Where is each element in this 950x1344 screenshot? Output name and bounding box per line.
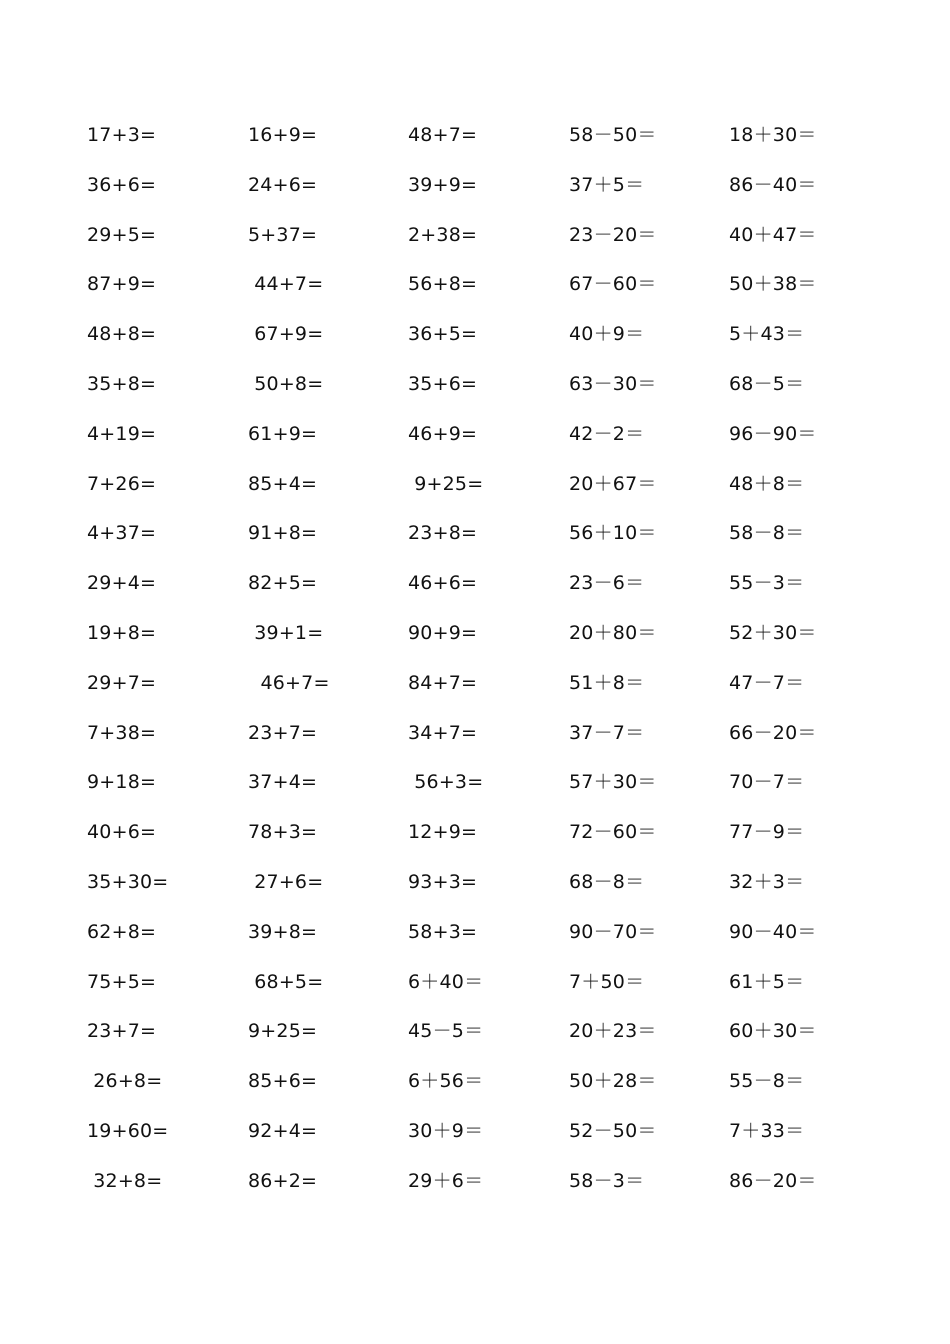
arithmetic-problem: 40＋47＝ bbox=[729, 224, 817, 246]
arithmetic-problem: 51＋8＝ bbox=[569, 672, 645, 694]
arithmetic-problem: 90+9= bbox=[408, 622, 478, 644]
arithmetic-problem: 7+38= bbox=[87, 722, 157, 744]
arithmetic-problem: 56+8= bbox=[408, 273, 478, 295]
arithmetic-problem: 23－6＝ bbox=[569, 572, 645, 594]
arithmetic-problem: 29+5= bbox=[87, 224, 157, 246]
arithmetic-problem: 9+18= bbox=[87, 771, 157, 793]
arithmetic-problem: 57＋30＝ bbox=[569, 771, 657, 793]
arithmetic-problem: 78+3= bbox=[248, 821, 318, 843]
arithmetic-problem: 48＋8＝ bbox=[729, 473, 805, 495]
arithmetic-problem: 50＋38＝ bbox=[729, 273, 817, 295]
arithmetic-problem: 5＋43＝ bbox=[729, 323, 805, 345]
arithmetic-problem: 36+6= bbox=[87, 174, 157, 196]
arithmetic-problem: 61＋5＝ bbox=[729, 971, 805, 993]
arithmetic-problem: 36+5= bbox=[408, 323, 478, 345]
arithmetic-problem: 72－60＝ bbox=[569, 821, 657, 843]
arithmetic-problem: 7＋33＝ bbox=[729, 1120, 805, 1142]
arithmetic-problem: 85+4= bbox=[248, 473, 318, 495]
arithmetic-problem: 62+8= bbox=[87, 921, 157, 943]
arithmetic-problem: 44+7= bbox=[248, 273, 324, 295]
arithmetic-problem: 30＋9＝ bbox=[408, 1120, 484, 1142]
arithmetic-problem: 35+8= bbox=[87, 373, 157, 395]
arithmetic-problem: 32+8= bbox=[87, 1170, 163, 1192]
arithmetic-problem: 60＋30＝ bbox=[729, 1020, 817, 1042]
arithmetic-problem: 77－9＝ bbox=[729, 821, 805, 843]
arithmetic-problem: 7+26= bbox=[87, 473, 157, 495]
arithmetic-problem: 16+9= bbox=[248, 124, 318, 146]
arithmetic-problem: 55－3＝ bbox=[729, 572, 805, 594]
arithmetic-problem: 90－40＝ bbox=[729, 921, 817, 943]
arithmetic-problem: 29+7= bbox=[87, 672, 157, 694]
arithmetic-problem: 46+7= bbox=[248, 672, 330, 694]
arithmetic-problem: 2+38= bbox=[408, 224, 478, 246]
arithmetic-problem: 66－20＝ bbox=[729, 722, 817, 744]
arithmetic-problem: 91+8= bbox=[248, 522, 318, 544]
arithmetic-problem: 23－20＝ bbox=[569, 224, 657, 246]
arithmetic-problem: 67－60＝ bbox=[569, 273, 657, 295]
arithmetic-problem: 27+6= bbox=[248, 871, 324, 893]
arithmetic-problem: 85+6= bbox=[248, 1070, 318, 1092]
arithmetic-problem: 40+6= bbox=[87, 821, 157, 843]
arithmetic-problem: 37+4= bbox=[248, 771, 318, 793]
arithmetic-problem: 87+9= bbox=[87, 273, 157, 295]
arithmetic-problem: 24+6= bbox=[248, 174, 318, 196]
arithmetic-problem: 17+3= bbox=[87, 124, 157, 146]
arithmetic-problem: 29+4= bbox=[87, 572, 157, 594]
arithmetic-problem: 32＋3＝ bbox=[729, 871, 805, 893]
arithmetic-problem: 56＋10＝ bbox=[569, 522, 657, 544]
arithmetic-problem: 7＋50＝ bbox=[569, 971, 645, 993]
arithmetic-problem: 29＋6＝ bbox=[408, 1170, 484, 1192]
arithmetic-problem: 68－8＝ bbox=[569, 871, 645, 893]
arithmetic-problem: 68－5＝ bbox=[729, 373, 805, 395]
arithmetic-problem: 9+25= bbox=[408, 473, 484, 495]
arithmetic-problem: 58－8＝ bbox=[729, 522, 805, 544]
arithmetic-problem: 20＋23＝ bbox=[569, 1020, 657, 1042]
arithmetic-problem: 46+9= bbox=[408, 423, 478, 445]
arithmetic-problem: 35+6= bbox=[408, 373, 478, 395]
arithmetic-problem: 47－7＝ bbox=[729, 672, 805, 694]
arithmetic-problem: 48+8= bbox=[87, 323, 157, 345]
arithmetic-problem: 26+8= bbox=[87, 1070, 163, 1092]
arithmetic-problem: 4+37= bbox=[87, 522, 157, 544]
arithmetic-problem: 90－70＝ bbox=[569, 921, 657, 943]
arithmetic-problem: 5+37= bbox=[248, 224, 318, 246]
arithmetic-problem: 19+8= bbox=[87, 622, 157, 644]
arithmetic-problem: 34+7= bbox=[408, 722, 478, 744]
arithmetic-problem: 39+8= bbox=[248, 921, 318, 943]
arithmetic-problem: 86－40＝ bbox=[729, 174, 817, 196]
arithmetic-problem: 45－5＝ bbox=[408, 1020, 484, 1042]
arithmetic-problem: 63－30＝ bbox=[569, 373, 657, 395]
arithmetic-problem: 40＋9＝ bbox=[569, 323, 645, 345]
arithmetic-problem: 58+3= bbox=[408, 921, 478, 943]
arithmetic-problem: 19+60= bbox=[87, 1120, 169, 1142]
arithmetic-problem: 9+25= bbox=[248, 1020, 318, 1042]
arithmetic-problem: 96－90＝ bbox=[729, 423, 817, 445]
arithmetic-problem: 92+4= bbox=[248, 1120, 318, 1142]
arithmetic-problem: 46+6= bbox=[408, 572, 478, 594]
arithmetic-problem: 86+2= bbox=[248, 1170, 318, 1192]
arithmetic-problem: 20＋80＝ bbox=[569, 622, 657, 644]
arithmetic-problem: 6＋56＝ bbox=[408, 1070, 484, 1092]
arithmetic-problem: 12+9= bbox=[408, 821, 478, 843]
arithmetic-problem: 48+7= bbox=[408, 124, 478, 146]
arithmetic-problem: 70－7＝ bbox=[729, 771, 805, 793]
arithmetic-problem: 50+8= bbox=[248, 373, 324, 395]
arithmetic-problem: 23+7= bbox=[248, 722, 318, 744]
arithmetic-problem: 23+7= bbox=[87, 1020, 157, 1042]
arithmetic-problem: 18＋30＝ bbox=[729, 124, 817, 146]
arithmetic-problem: 52＋30＝ bbox=[729, 622, 817, 644]
arithmetic-problem: 50＋28＝ bbox=[569, 1070, 657, 1092]
arithmetic-problem: 67+9= bbox=[248, 323, 324, 345]
arithmetic-problem: 84+7= bbox=[408, 672, 478, 694]
arithmetic-problem: 37＋5＝ bbox=[569, 174, 645, 196]
arithmetic-problem: 86－20＝ bbox=[729, 1170, 817, 1192]
arithmetic-problem: 23+8= bbox=[408, 522, 478, 544]
arithmetic-problem: 82+5= bbox=[248, 572, 318, 594]
arithmetic-problem: 56+3= bbox=[408, 771, 484, 793]
arithmetic-problem: 55－8＝ bbox=[729, 1070, 805, 1092]
arithmetic-problem: 42－2＝ bbox=[569, 423, 645, 445]
arithmetic-problem: 20＋67＝ bbox=[569, 473, 657, 495]
arithmetic-problem: 35+30= bbox=[87, 871, 169, 893]
arithmetic-problem: 68+5= bbox=[248, 971, 324, 993]
arithmetic-problem: 52－50＝ bbox=[569, 1120, 657, 1142]
arithmetic-problem: 39+9= bbox=[408, 174, 478, 196]
arithmetic-problem: 61+9= bbox=[248, 423, 318, 445]
arithmetic-problem: 37－7＝ bbox=[569, 722, 645, 744]
arithmetic-problem: 39+1= bbox=[248, 622, 324, 644]
arithmetic-problem: 6＋40＝ bbox=[408, 971, 484, 993]
arithmetic-problem: 75+5= bbox=[87, 971, 157, 993]
arithmetic-problem: 58－3＝ bbox=[569, 1170, 645, 1192]
arithmetic-problem: 4+19= bbox=[87, 423, 157, 445]
arithmetic-problem: 58－50＝ bbox=[569, 124, 657, 146]
arithmetic-problem: 93+3= bbox=[408, 871, 478, 893]
